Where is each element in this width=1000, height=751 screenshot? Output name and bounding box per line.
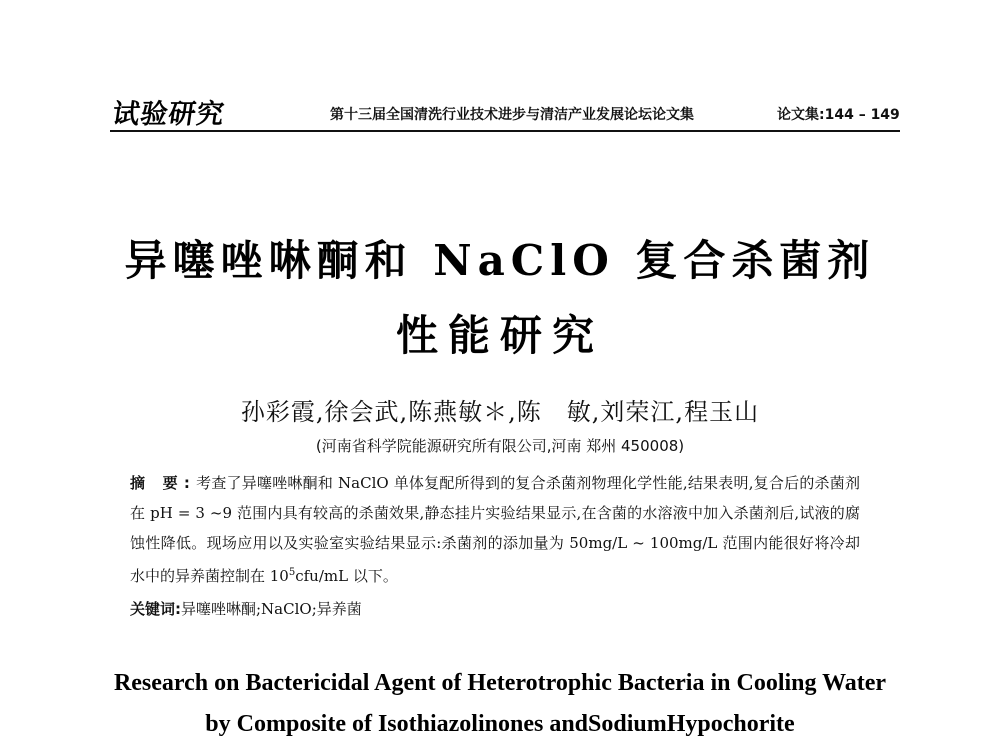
keywords-label: 关键词: <box>130 600 181 618</box>
abstract-text: 考查了异噻唑啉酮和 NaClO 单体复配所得到的复合杀菌剂物理化学性能,结果表明,复合后的杀菌剂在 pH = 3 ~9 范围内具有较高的杀菌效果,静态挂片实验结果显示,在含菌的水溶液中加入杀菌剂后,试液的腐蚀性降低。现场应用以及实验室实验结果显示:杀菌剂的添加量为 50mg/L ~ 100mg/L 范围内能很好将冷却水中的异养菌控制在 10 <box>130 474 860 585</box>
affiliation: (河南省科学院能源研究所有限公司,河南 郑州 450008) <box>315 437 685 455</box>
abstract <box>130 468 860 591</box>
abstract-tail: cfu/mL 以下。 <box>295 567 398 585</box>
title-zh-line1: 异噻唑啉酮和 NaClO 复合杀菌剂 <box>124 236 876 285</box>
title-en-line1: Research on Bactericidal Agent of Heterotrophic Bacteria in Cooling Water <box>113 670 887 696</box>
conference-title: 第十三届全国清洗行业技术进步与清洁产业发展论坛论文集 <box>330 107 694 123</box>
header-rule <box>110 130 900 132</box>
abstract-exponent: 5 <box>288 567 296 578</box>
page-range: 论文集:144 – 149 <box>777 107 900 123</box>
abstract-label: 摘 要: <box>130 474 196 492</box>
title-zh-line2: 性能研究 <box>395 311 604 360</box>
title-en-line2: by Composite of Isothiazolinones andSodiumHypochorite <box>205 711 795 737</box>
keywords <box>130 598 860 619</box>
authors: 孙彩霞,徐会武,陈燕敏＊,陈 敏,刘荣江,程玉山 <box>240 398 760 426</box>
page-header <box>0 86 1000 136</box>
keywords-text: 异噻唑啉酮;NaClO;异养菌 <box>181 600 362 618</box>
section-label: 试验研究 <box>110 99 227 130</box>
